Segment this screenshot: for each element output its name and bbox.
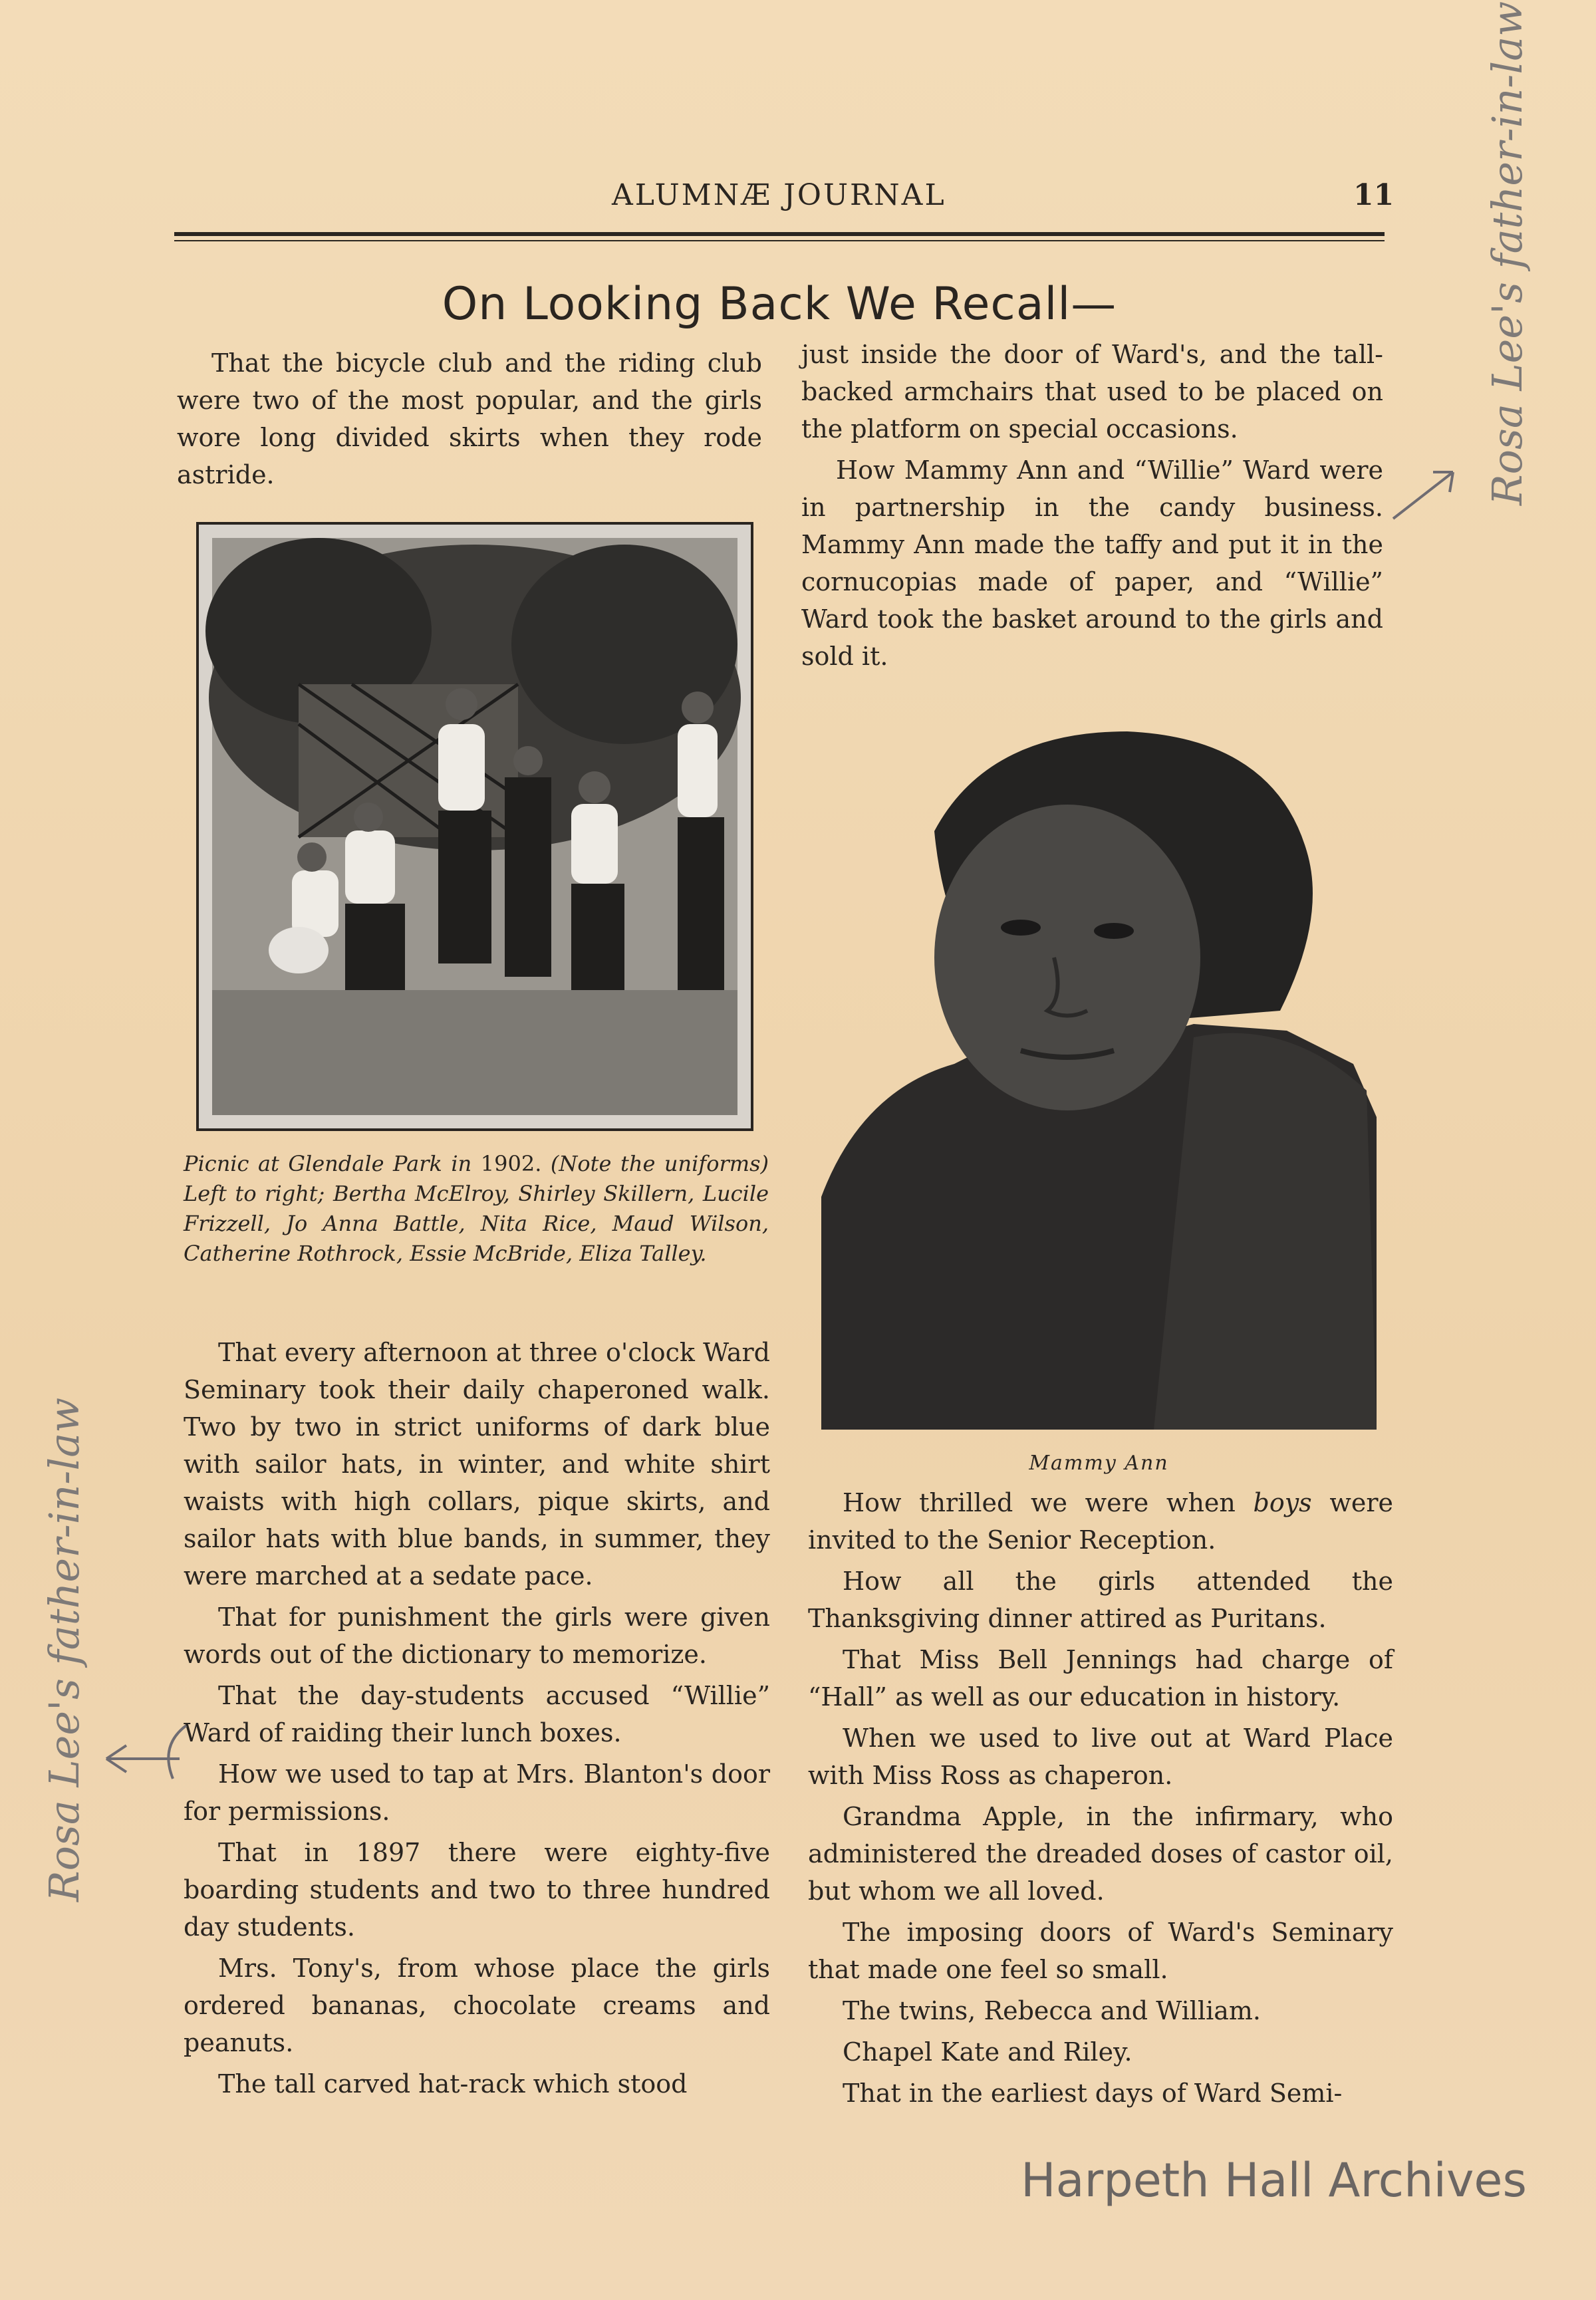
left-column-top [177, 344, 762, 497]
paragraph: just inside the door of Ward's, and the tall-backed armchairs that used to be placed on the platform on special occasions. [801, 340, 1383, 444]
paragraph: The tall carved hat-rack which stood [218, 2069, 688, 2099]
right-column-bottom [808, 1484, 1393, 2116]
paragraph: When we used to live out at Ward Place with Miss Ross as chaperon. [808, 1724, 1393, 1790]
emphasis: boys [1253, 1488, 1312, 1517]
picnic-photo [196, 522, 753, 1131]
handwritten-arrow-right-icon [1387, 459, 1460, 532]
handwritten-arrow-left-icon [100, 1719, 193, 1792]
handwritten-note-right: Rosa Lee's father-in-law [1483, 1, 1531, 505]
right-column-top [801, 336, 1383, 679]
paragraph: How we used to tap at Mrs. Blanton's door for permissions. [184, 1759, 770, 1826]
paragraph: That in 1897 there were eighty-five boarding students and two to three hundred day students. [184, 1838, 770, 1942]
paragraph: Grandma Apple, in the infirmary, who administered the dreaded doses of castor oil, but whom we all loved. [808, 1802, 1393, 1906]
paragraph: Chapel Kate and Riley. [843, 2037, 1132, 2067]
article-title: On Looking Back We Recall— [442, 278, 1117, 330]
paragraph: The imposing doors of Ward's Seminary that made one feel so small. [808, 1918, 1393, 1984]
paragraph: That the day-students accused “Willie” Ward of raiding their lunch boxes. [184, 1681, 770, 1747]
caption-text-a: Picnic at Glendale Park in [184, 1151, 472, 1176]
paragraph: That the bicycle club and the riding club were two of the most popular, and the girls wore long divided skirts when they rode astride. [177, 348, 762, 489]
paragraph: That for punishment the girls were given words out of the dictionary to memorize. [184, 1602, 770, 1669]
portrait-caption: Mammy Ann [1029, 1452, 1169, 1475]
text-run: How thrilled we were when [843, 1488, 1236, 1517]
paragraph [808, 1484, 1393, 1559]
paragraph: That every afternoon at three o'clock Ward Seminary took their daily chaperoned walk. Two by two in strict uniforms of dark blue with sailor hats, in winter, and white shirt waists with high collars, pique skirts, and sailor hats with blue bands, in summer, they were marched at a sedate pace. [184, 1338, 770, 1591]
page-number: 11 [1353, 178, 1395, 212]
paragraph: That Miss Bell Jennings had charge of “Hall” as well as our education in history. [808, 1645, 1393, 1712]
photo-caption [184, 1149, 769, 1269]
text-run: were invited to the Senior Reception. [808, 1488, 1393, 1555]
paragraph: Mrs. Tony's, from whose place the girls ordered bananas, chocolate creams and peanuts. [184, 1954, 770, 2057]
mammy-ann-portrait [821, 718, 1377, 1430]
paragraph: That in the earliest days of Ward Semi- [843, 2079, 1343, 2108]
left-column-bottom [184, 1334, 770, 2107]
caption-year: 1902. [480, 1151, 542, 1176]
archive-watermark: Harpeth Hall Archives [1021, 2153, 1527, 2208]
journal-title: ALUMNÆ JOURNAL [612, 178, 946, 212]
paragraph: How all the girls attended the Thanksgiving dinner attired as Puritans. [808, 1567, 1393, 1633]
header-rule [174, 232, 1385, 236]
paragraph: The twins, Rebecca and William. [843, 1996, 1261, 2025]
header-rule-thin [174, 240, 1385, 241]
handwritten-note-left: Rosa Lee's father-in-law [40, 1397, 88, 1902]
caption-text-b: (Note the uniforms) Left to right; Bertha McElroy, Shirley Skillern, Lucile Frizzell, Jo Anna Battle, Nita Rice, Maud Wilson, Catherine Rothrock, Essie McBride, Eliza Talley. [184, 1151, 769, 1266]
paragraph: How Mammy Ann and “Willie” Ward were in partnership in the candy business. Mammy Ann made the taffy and put it in the cornucopias made of paper, and “Willie” Ward took the basket around to the girls and sold it. [801, 455, 1383, 671]
